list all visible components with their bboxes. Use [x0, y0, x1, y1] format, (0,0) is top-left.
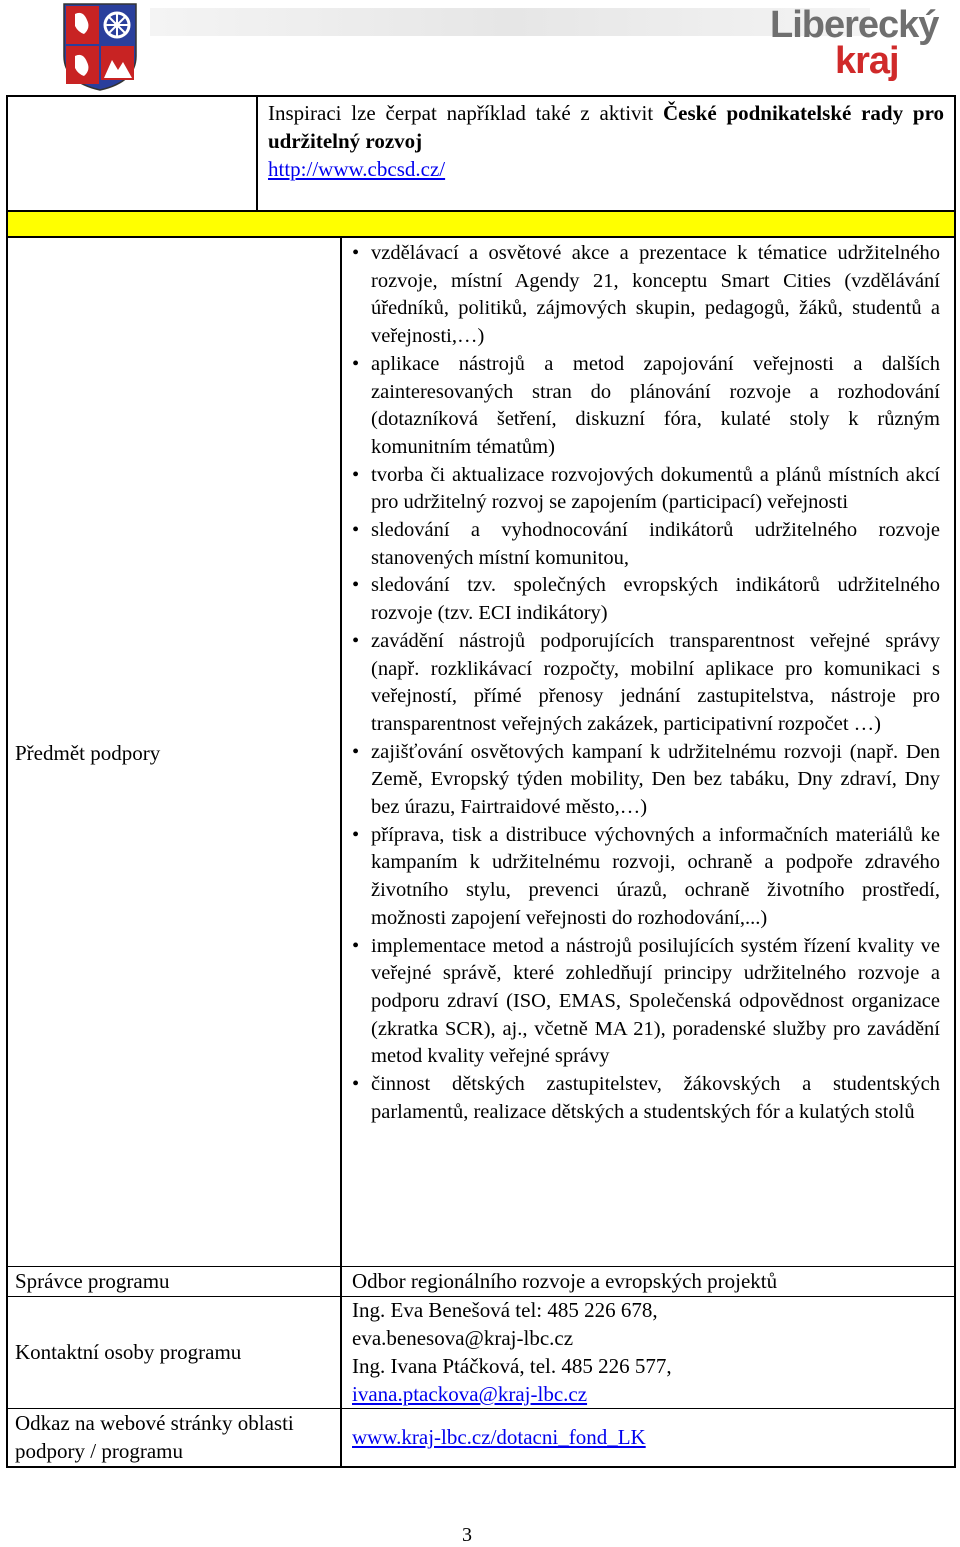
- label-administrator: Správce programu: [15, 1269, 170, 1293]
- list-item: • zajišťování osvětových kampaní k udržitelnému rozvoji (např. Den Země, Evropský týden mobility, Den bez tabáku, Dny zdraví, Dny bez úrazu, Fairtraidové město,…): [352, 739, 940, 822]
- web-link[interactable]: www.kraj-lbc.cz/dotacni_fond_LK: [352, 1425, 646, 1449]
- contact-email-link[interactable]: ivana.ptackova@kraj-lbc.cz: [352, 1382, 588, 1406]
- highlight-row: [6, 211, 956, 236]
- subject-list: [352, 240, 940, 1127]
- logo-line-2: kraj: [835, 40, 899, 82]
- contact-line-2: eva.benesova@kraj-lbc.cz: [352, 1326, 574, 1350]
- intro-bold-text: České podnikatelské rady pro udržitelný rozvoj: [268, 101, 945, 153]
- coat-of-arms-icon: [60, 0, 140, 92]
- label-subject: Předmět podpory: [15, 741, 161, 765]
- contact-line-3: Ing. Ivana Ptáčková, tel. 485 226 577,: [352, 1354, 672, 1378]
- list-item: • příprava, tisk a distribuce výchovných a informačních materiálů ke kampaním k udržitelnému rozvoji, ochraně a podpoře zdravého životního stylu, prevenci úrazů, ochraně životního prostředí, možnosti zapojení veřejnosti do rozhodování,...): [352, 822, 940, 933]
- list-item: • vzdělávací a osvětové akce a prezentace k tématice udržitelného rozvoje, místní Agendy 21, konceptu Smart Cities (vzdělávání úředníků, politiků, zájmových skupin, pedagogů, žáků, studentů a veřejnosti,…): [352, 240, 940, 351]
- label-web-link: Odkaz na webové stránky oblasti podpory / programu: [15, 1411, 294, 1463]
- page-header: [0, 0, 960, 96]
- contact-line-1: Ing. Eva Benešová tel: 485 226 678,: [352, 1298, 658, 1322]
- list-item: • zavádění nástrojů podporujících transparentnost veřejné správy (např. rozklikávací rozpočty, mobilní aplikace pro komunikaci s veřejností, přímé přenosy jednání zastupitelstva, nástroje pro transparentnost veřejných zakázek, participativní rozpočet …): [352, 628, 940, 739]
- list-item: • implementace metod a nástrojů posilujících systém řízení kvality ve veřejné správě, které zohledňují principy udržitelného rozvoje a podporu zdraví (ISO, EMAS, Společenská odpovědnost organizace (zkratka SCR), aj., včetně MA 21), poradenské služby pro zavádění metod kvality veřejné správy: [352, 933, 940, 1072]
- list-item: • činnost dětských zastupitelstev, žákovských a studentských parlamentů, realizace dětských a studentských fór a kulatých stolů: [352, 1071, 940, 1126]
- list-item: • aplikace nástrojů a metod zapojování veřejnosti a dalších zainteresovaných stran do plánování rozvoje a rozhodování (dotazníková šetření, diskuzní fóra, kulaté stoly k různým komunitním tématům): [352, 351, 940, 462]
- label-contacts: Kontaktní osoby programu: [15, 1340, 242, 1364]
- header-bar: [150, 8, 870, 36]
- list-item: • sledování tzv. společných evropských indikátorů udržitelného rozvoje (tzv. ECI indikátory): [352, 572, 940, 627]
- administrator-value: Odbor regionálního rozvoje a evropských projektů: [352, 1269, 778, 1293]
- page-number: 3: [462, 1524, 472, 1546]
- intro-paragraph: [268, 99, 944, 183]
- list-item: • tvorba či aktualizace rozvojových dokumentů a plánů místních akcí pro udržitelný rozvoj se zapojením (participací) veřejnosti: [352, 462, 940, 517]
- logo-line-1: Liberecký: [770, 4, 939, 46]
- intro-text: Inspiraci lze čerpat například také z aktivit: [268, 101, 663, 125]
- list-item: • sledování a vyhodnocování indikátorů udržitelného rozvoje stanovených místní komunitou,: [352, 517, 940, 572]
- liberecky-kraj-logo: [770, 4, 939, 84]
- cbcsd-link[interactable]: http://www.cbcsd.cz/: [268, 157, 446, 181]
